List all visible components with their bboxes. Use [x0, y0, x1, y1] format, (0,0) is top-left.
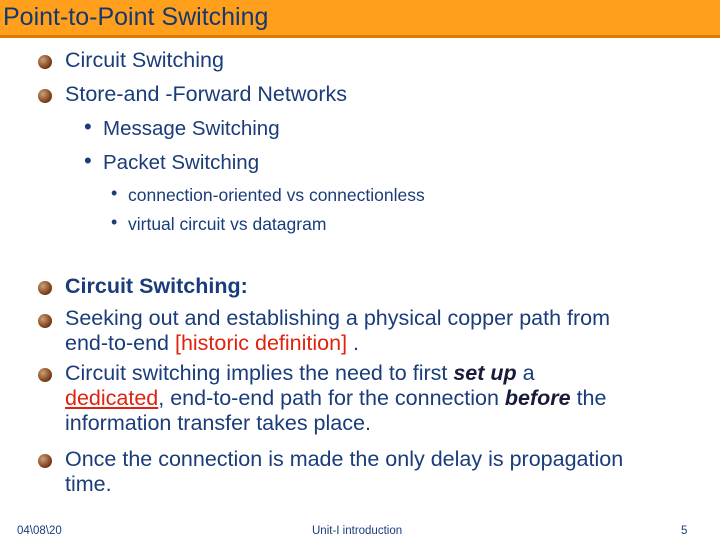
footer-title: Unit-I introduction — [312, 525, 403, 537]
bullet-ball-icon — [38, 281, 52, 295]
paragraph-line: Once the connection is made the only delay is propagation — [65, 447, 624, 471]
text-span: a — [516, 361, 535, 385]
paragraph-line — [65, 361, 606, 386]
paragraph-line — [65, 331, 610, 356]
paragraph-line: Seeking out and establishing a physical copper path from — [65, 306, 611, 330]
text-span: the — [570, 386, 607, 410]
emphasis-dedicated: dedicated — [65, 386, 159, 410]
bullet-ball-icon — [38, 368, 52, 382]
bullet-ball-icon — [38, 314, 52, 328]
text-span: Circuit switching implies the need to first — [65, 361, 454, 385]
bullet-ball-icon — [38, 454, 52, 468]
text-span: . — [347, 331, 360, 355]
bullet-store-and-forward: Store-and -Forward Networks — [65, 82, 347, 106]
paragraph-line — [65, 386, 606, 411]
slide-title: Point-to-Point Switching — [3, 3, 269, 31]
text-span: , end-to-end path for the connection — [158, 386, 505, 410]
paragraph-propagation — [65, 447, 623, 497]
footer-page-number: 5 — [681, 525, 688, 537]
sub-sub-bullet-connection-oriented: connection-oriented vs connectionless — [128, 185, 425, 205]
bullet-ball-icon — [38, 89, 52, 103]
bullet-dot-icon: • — [84, 114, 92, 139]
bullet-ball-icon — [38, 55, 52, 69]
text-span: end-to-end — [65, 331, 175, 355]
paragraph-definition — [65, 306, 610, 356]
historic-definition-note: [historic definition] — [174, 331, 348, 355]
paragraph-line: information transfer takes place. — [65, 411, 371, 435]
section-heading: Circuit Switching: — [65, 274, 248, 298]
title-bar — [0, 0, 720, 38]
bullet-circuit-switching: Circuit Switching — [65, 48, 224, 72]
paragraph-line: time. — [65, 472, 112, 496]
emphasis-set-up: set up — [453, 361, 517, 385]
paragraph-implies — [65, 361, 606, 436]
emphasis-before: before — [504, 386, 571, 410]
footer-date: 04\08\20 — [17, 525, 62, 537]
bullet-dot-icon: • — [84, 148, 92, 173]
bullet-dot-icon: • — [111, 212, 118, 232]
sub-bullet-packet-switching: Packet Switching — [103, 151, 260, 174]
bullet-dot-icon: • — [111, 183, 118, 203]
sub-sub-bullet-virtual-circuit: virtual circuit vs datagram — [128, 214, 327, 234]
sub-bullet-message-switching: Message Switching — [103, 117, 280, 140]
